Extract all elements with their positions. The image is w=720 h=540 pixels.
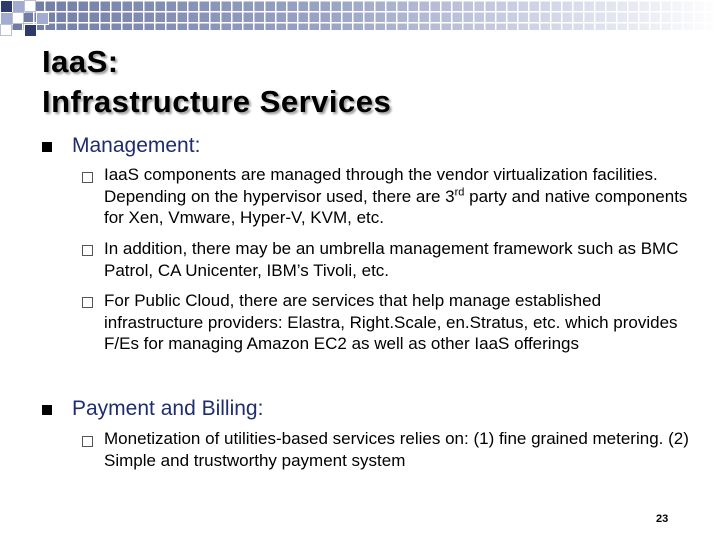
item-bullet-icon	[82, 297, 93, 308]
item-bullet-icon	[82, 172, 93, 183]
page-number: 23	[656, 513, 669, 525]
management-item-3: For Public Cloud, there are services that help manage established infrastructure providers: Elastra, Right.Scale, en.Stratus, etc. which provides F/Es for managing Amazon EC2 as well as other IaaS offerings	[104, 291, 678, 353]
slide-title-line1: IaaS:	[42, 44, 119, 79]
section-heading-payment: Payment and Billing:	[72, 397, 264, 420]
management-item-1: IaaS components are managed through the vendor virtualization facilities. Depending on the hypervisor used, there are 3rd party and native components for Xen, Vmware, Hyper-V, KVM, etc.	[104, 165, 688, 227]
item-bullet-icon	[82, 436, 93, 447]
section-bullet-icon	[42, 142, 52, 152]
management-item-2: In addition, there may be an umbrella management framework such as BMC Patrol, CA Unicenter, IBM’s Tivoli, etc.	[104, 239, 679, 280]
section-heading-management: Management:	[72, 134, 201, 157]
item-bullet-icon	[82, 245, 93, 256]
corner-squares-decoration	[0, 0, 52, 36]
header-band	[0, 0, 720, 30]
slide-title-line2: Infrastructure Services	[42, 84, 392, 119]
payment-item-1: Monetization of utilities-based services relies on: (1) fine grained metering. (2) Simple and trustworthy payment system	[104, 429, 689, 470]
section-bullet-icon	[42, 405, 52, 415]
